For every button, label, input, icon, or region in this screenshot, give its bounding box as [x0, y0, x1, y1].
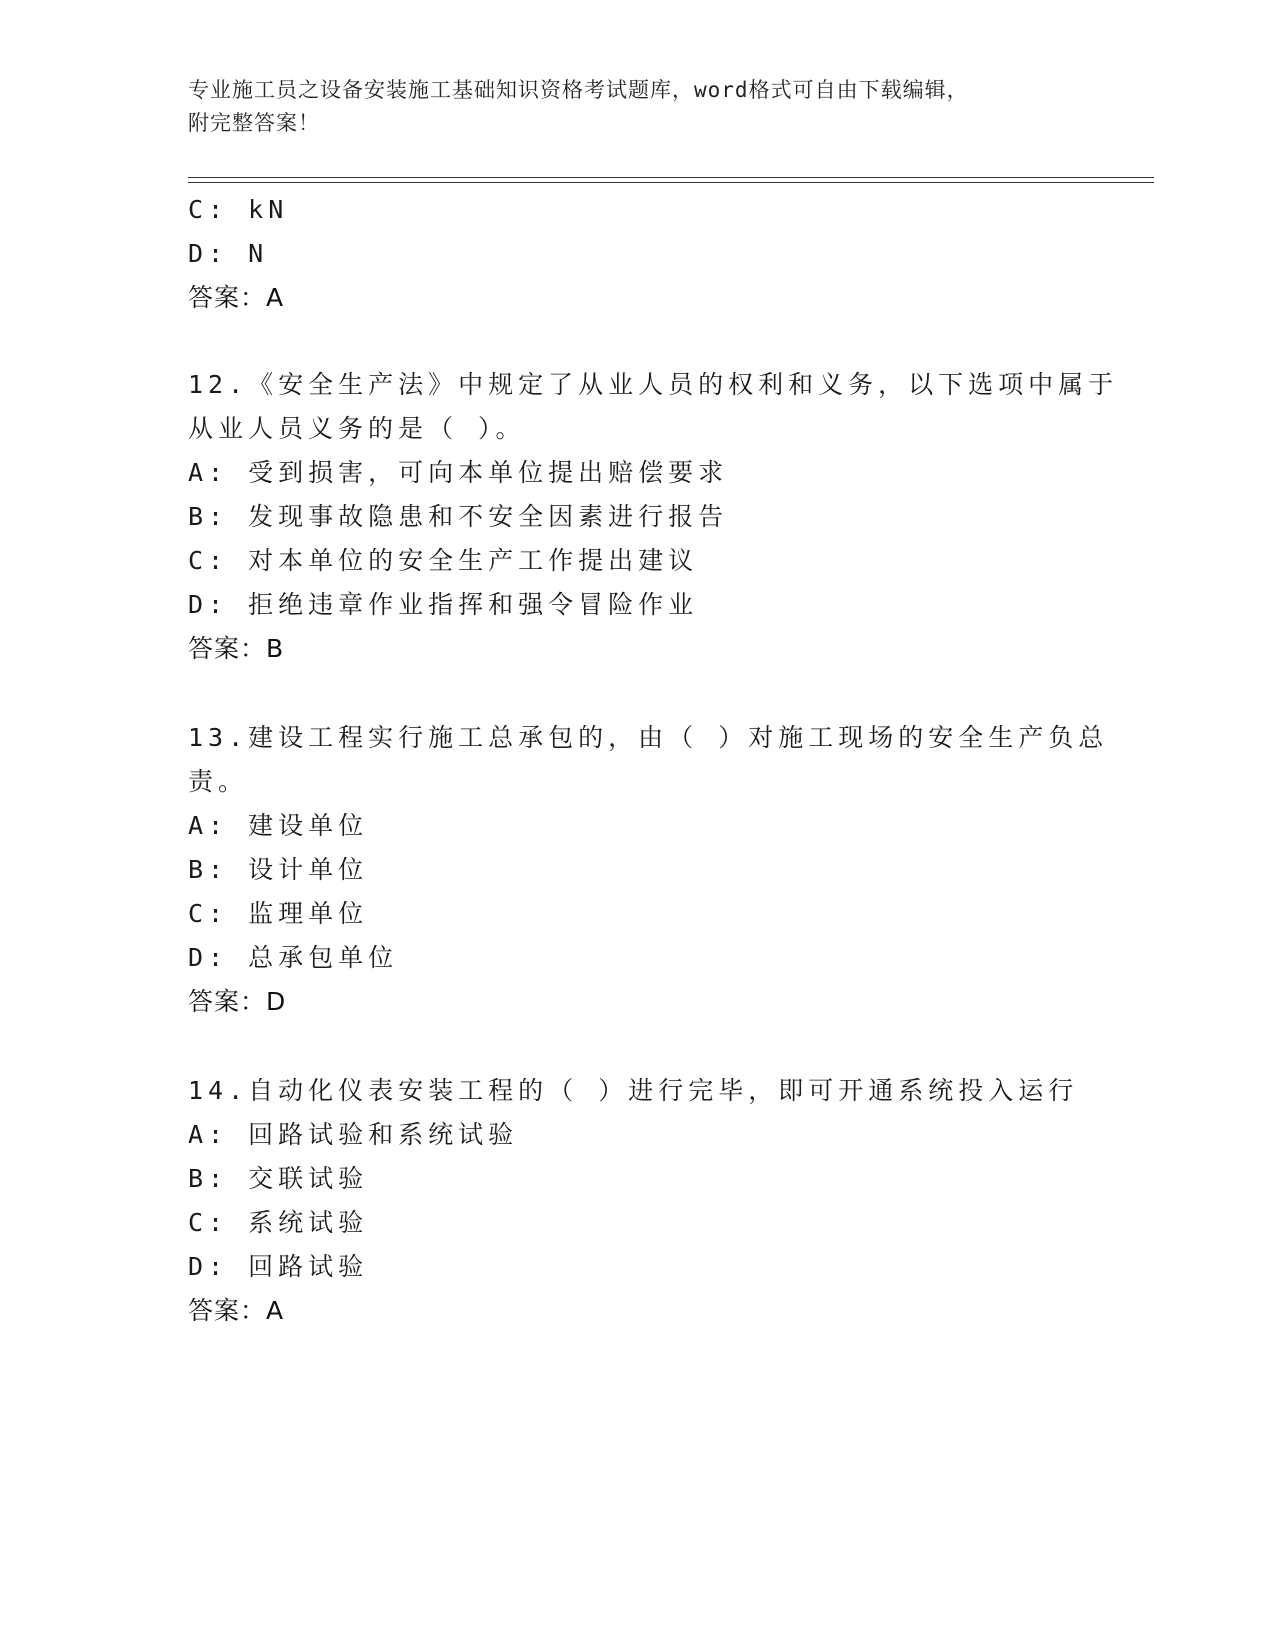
- q13-option-a: A: 建设单位: [188, 811, 369, 840]
- q12-option-b: B: 发现事故隐患和不安全因素进行报告: [188, 502, 729, 531]
- q13-option-c: C: 监理单位: [188, 899, 369, 928]
- q14-option-c: C: 系统试验: [188, 1208, 369, 1237]
- q13-answer: 答案：D: [188, 987, 287, 1016]
- header-rule-bottom: [188, 182, 1154, 183]
- header-rule-top: [188, 177, 1154, 178]
- document-header: [188, 74, 1088, 140]
- q12-stem-line-2: 从业人员义务的是（ ）。: [188, 414, 526, 443]
- q14-stem-line-1: 14.自动化仪表安装工程的（ ）进行完毕，即可开通系统投入运行: [188, 1076, 1079, 1105]
- q12-option-d: D: 拒绝违章作业指挥和强令冒险作业: [188, 590, 699, 619]
- q12-answer: 答案：B: [188, 634, 285, 663]
- header-line-1: 专业施工员之设备安装施工基础知识资格考试题库，word格式可自由下载编辑，: [188, 78, 969, 102]
- q13-stem-line-2: 责。: [188, 767, 249, 796]
- q12-stem-line-1: 12.《安全生产法》中规定了从业人员的权利和义务，以下选项中属于: [188, 370, 1119, 399]
- q14-answer: 答案：A: [188, 1296, 285, 1325]
- q12-option-a: A: 受到损害，可向本单位提出赔偿要求: [188, 458, 729, 487]
- q13-option-d: D: 总承包单位: [188, 943, 399, 972]
- q13-option-b: B: 设计单位: [188, 855, 369, 884]
- q12-option-c: C: 对本单位的安全生产工作提出建议: [188, 546, 699, 575]
- header-line-2: 附完整答案！: [188, 111, 320, 135]
- q14-option-d: D: 回路试验: [188, 1252, 369, 1281]
- q13-stem-line-1: 13.建设工程实行施工总承包的，由（ ）对施工现场的安全生产负总: [188, 723, 1109, 752]
- q14-option-b: B: 交联试验: [188, 1164, 369, 1193]
- q14-option-a: A: 回路试验和系统试验: [188, 1120, 519, 1149]
- prev-answer: 答案：A: [188, 283, 285, 312]
- prev-option-d: D: N: [188, 239, 269, 268]
- prev-option-c: C: kN: [188, 195, 289, 224]
